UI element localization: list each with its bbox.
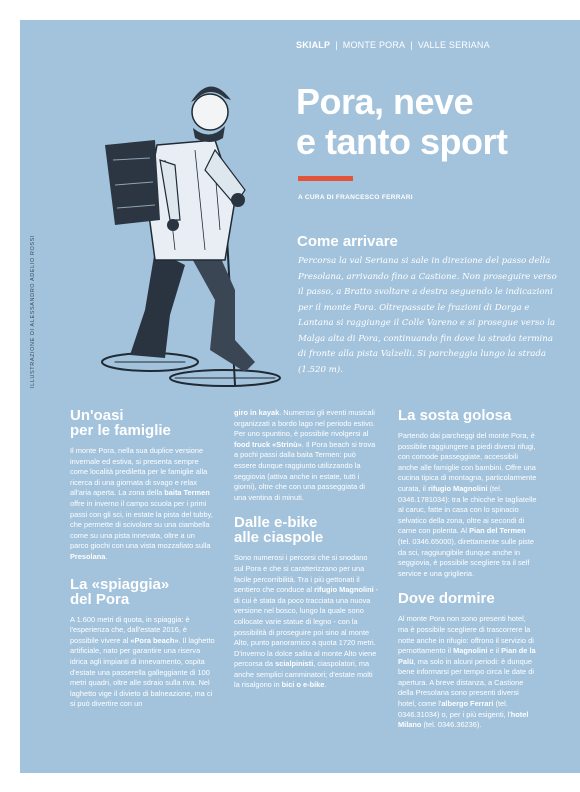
title-line-1: Pora, neve <box>296 81 474 122</box>
text: Il monte Pora, nella sua duplice versione invernale ed estiva, si presenta sempre come località prediletta per le famiglie alla ricerca di una giornata di svago e relax all'aria aperta. La zona della <box>70 446 208 498</box>
column-3 <box>398 408 538 731</box>
text: (tel. 0346.1781034): tra le chicche le tagliatelle al caruc, fatte in casa con lo spinacio selvatico della zona, oltre ai secondi di carne con polenta. Al <box>398 483 537 536</box>
ebike-heading-line-2: alle ciaspole <box>234 529 324 547</box>
highlight: albergo Ferrari <box>441 699 494 709</box>
highlight: Pian de la Palü <box>398 646 536 666</box>
highlight: scialpinisti <box>275 659 314 669</box>
text: . Numerosi gli eventi musicali organizzati a bordo lago nel periodo estivo. Per uno spuntino, è possibile rivolgersi al <box>234 408 375 439</box>
dormire-body <box>398 614 538 731</box>
highlight: Magnolini <box>453 646 488 656</box>
highlight: hotel Milano <box>398 709 529 730</box>
text: - di cui è stata da poco tracciata una nuova versione nel bosco, lungo la quale sono collocate varie statue di legno - con la possibilità di proseguire poi sino al monte Alto, punto panoramico a quota 1720 metri. D'inverno la dolce salita al monte Alto viene percorsa da <box>234 585 379 669</box>
text: (tel. 0346.65000), direttamente sulle piste da sci, raggiungibile dunque anche in seggiovia, è possibile scegliere tra il self service e una griglieria. <box>398 536 534 578</box>
sosta-heading: La sosta golosa <box>398 407 512 424</box>
text: Partendo dai parcheggi del monte Pora, è possibile raggiungere a piedi diversi rifugi, con comode passeggiate, accessibili anche alle famiglie con bambini. Offre una cucina tipica di montagna, particolarmente curata, il <box>398 431 537 493</box>
page-title <box>296 82 566 162</box>
highlight: bici o e-bike <box>281 680 325 690</box>
section-kicker <box>296 40 490 50</box>
ebike-heading <box>234 515 379 545</box>
oasi-body <box>70 446 215 563</box>
magazine-page <box>20 20 580 773</box>
spiaggia-body-part-2 <box>234 408 379 503</box>
oasi-heading-line-1: Un'oasi <box>70 407 124 424</box>
spiaggia-heading <box>70 577 215 607</box>
spiaggia-body-part-1 <box>70 615 215 710</box>
highlight: rifugio Magnolini <box>428 483 488 493</box>
spiaggia-heading-line-2: del Pora <box>70 590 130 608</box>
oasi-heading-line-2: per le famiglie <box>70 422 171 439</box>
sosta-body <box>398 431 538 579</box>
illustration-credit: ILLUSTRAZIONE DI ALESSANDRO ADELIO ROSSI <box>30 235 36 388</box>
highlight: Presolana <box>70 551 106 561</box>
location-2: VALLE SERIANA <box>417 40 490 50</box>
text: (tel. 0346.31034) o, per i più esigenti, l' <box>398 699 511 719</box>
hiker-illustration <box>75 50 290 390</box>
highlight: food truck «Strinù» <box>234 439 302 449</box>
text: Sono numerosi i percorsi che si snodano sul Pora e che si caratterizzano per una facile percorribilità. Tra i più gettonati il sentiero che conduce al <box>234 553 368 595</box>
highlight: rifugio Magnolini <box>314 585 374 595</box>
accent-bar <box>298 176 353 181</box>
come-arrivare-heading: Come arrivare <box>297 233 398 250</box>
text: (tel. 0346.36236). <box>421 720 482 730</box>
text: . Il laghetto artificiale, nato per garantire una riserva idrica agli impianti di innevamento, ospita d'estate una passerella galleggiante di 100 metri quadri, oltre alle sdraio sulla riva. Nel laghetto vige il divieto di balneazione, ma ci si può divertire con un <box>70 635 215 709</box>
highlight: «Pora beach» <box>130 635 179 645</box>
column-1 <box>70 408 215 710</box>
highlight: Pian del Termen <box>469 526 526 536</box>
come-arrivare-body: Percorsa la val Seriana si sale in direzione del passo della Presolana, arrivando fino a Castione. Non proseguire verso il passo, a Bratto svoltare a destra seguendo le indicazioni per il monte Pora. Oltrepassate le frazioni di Dorga e Lantana si raggiunge il Colle Vareno e si prosegue verso la Malga alta di Pora, continuando fin dove la strada termina di fronte alla pista Valzelli. Si parcheggia lungo la strada (1.520 m). <box>298 256 557 375</box>
title-line-2: e tanto sport <box>296 121 508 162</box>
text: offre in inverno il campo scuola per i primi passi con gli sci, in estate la pista del tubby, che permette di scivolare su una ciambella come su una pista innevata, oltre a un parco giochi con una vista mozzafiato sulla <box>70 498 213 551</box>
text: e il <box>487 646 502 656</box>
kicker-separator: | <box>410 40 413 50</box>
text: . <box>105 551 108 561</box>
text: , ma solo in alcuni periodi: è dunque bene informarsi per tempo circa le date di apertura. A breve distanza, a Castione della Presolana sono presenti diversi hotel, come l' <box>398 656 534 709</box>
text: . <box>324 680 327 690</box>
dormire-heading: Dove dormire <box>398 590 495 608</box>
text: A 1.600 metri di quota, in spiaggia: è l'esperienza che, dall'estate 2016, è possibile vivere al <box>70 614 190 645</box>
spiaggia-heading-line-1: La «spiaggia» <box>70 575 170 593</box>
text: . Il Pora beach si trova a pochi passi dalla baita Termen: può essere dunque raggiunto utilizzando la seggiovia (attiva anche in estate, tutti i giorni), oltre che con una passeggiata di una ventina di minuti. <box>234 439 376 502</box>
ebike-heading-line-1: Dalle e-bike <box>234 514 318 532</box>
byline: A CURA DI FRANCESCO FERRARI <box>298 194 413 201</box>
column-2 <box>234 408 379 691</box>
highlight: giro in kayak <box>234 408 280 417</box>
ebike-body <box>234 553 379 691</box>
location-1: MONTE PORA <box>342 40 406 50</box>
oasi-heading <box>70 408 215 438</box>
section-name: SKIALP <box>296 40 331 50</box>
text: , ciaspolatori, ma anche semplici camminatori; d'estate molti la risalgono in <box>234 659 373 690</box>
highlight: baita Termen <box>164 488 210 498</box>
text: Al monte Pora non sono presenti hotel, ma è possibile scegliere di trascorrere la notte anche in rifugio: offrono il servizio di pernottamento il <box>398 614 534 656</box>
kicker-separator: | <box>335 40 338 50</box>
